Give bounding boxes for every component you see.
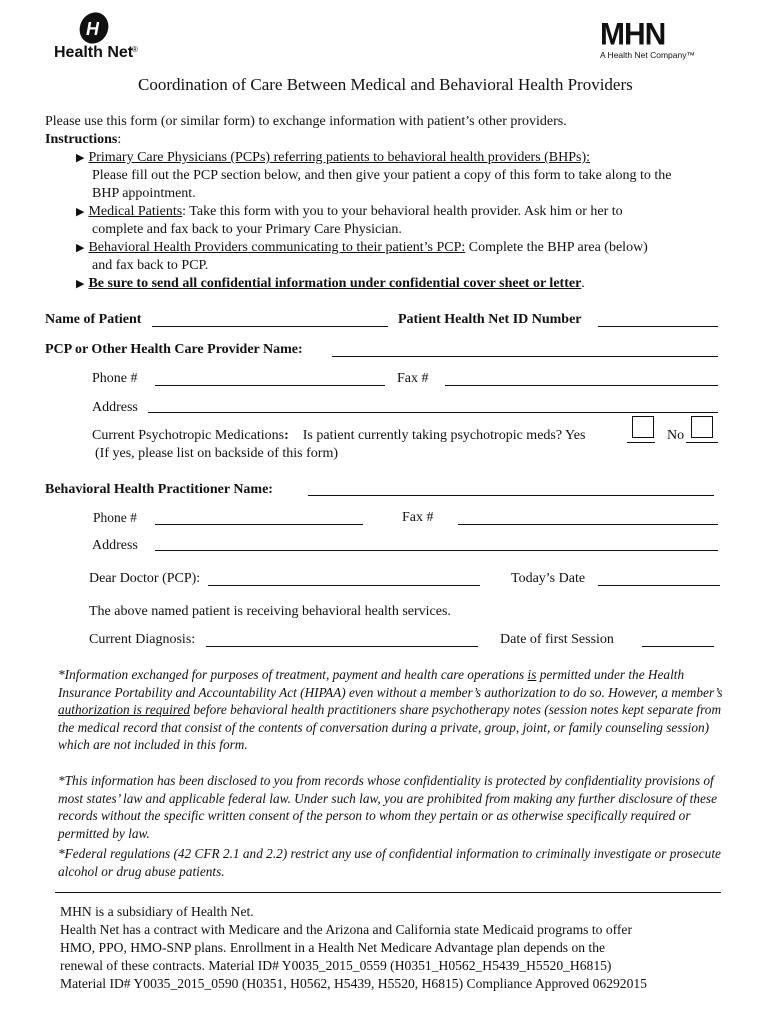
bhp-phone-label: Phone # — [93, 510, 137, 525]
hipaa-part2: permitted under the Health Insurance Portability and Accountability Act (HIPAA) even without a member’s authorization to do so. However, a member’s — [58, 667, 723, 700]
first-session-field[interactable] — [642, 646, 714, 647]
dear-doctor-field[interactable] — [208, 585, 480, 586]
pcp-name-field[interactable] — [332, 356, 718, 357]
healthnet-logo-mark — [74, 10, 114, 46]
pcp-fax-label: Fax # — [397, 371, 429, 386]
pcp-heading-text: Primary Care Physicians (PCPs) referring patients to behavioral health providers (BHPs): — [88, 150, 591, 165]
hipaa-note — [58, 666, 730, 754]
meds-yes-underline — [627, 442, 655, 443]
medical-heading-text: Medical Patients — [88, 204, 183, 219]
instruction-pcp-line2: BHP appointment. — [92, 186, 196, 201]
todays-date-label: Today’s Date — [511, 571, 586, 586]
instruction-medical-line2: complete and fax back to your Primary Care Physician. — [92, 222, 402, 237]
pcp-meds-row — [92, 428, 585, 444]
healthnet-logo — [52, 10, 152, 66]
first-session-label: Date of first Session — [500, 632, 614, 647]
instruction-pcp-line1: Please fill out the PCP section below, and then give your patient a copy of this form to take along to the — [92, 168, 672, 183]
pcp-phone-field[interactable] — [155, 385, 385, 386]
footer-line1: MHN is a subsidiary of Health Net. — [60, 904, 254, 919]
meds-yes-checkbox[interactable] — [632, 416, 654, 438]
arrow-icon: ▶ — [76, 242, 85, 254]
diagnosis-field[interactable] — [206, 646, 478, 647]
instruction-confidential — [76, 276, 585, 292]
healthnet-logo-reg: ® — [132, 45, 138, 54]
confidential-end: . — [581, 276, 585, 291]
todays-date-field[interactable] — [598, 585, 720, 586]
footer-line4: renewal of these contracts. Material ID# Y0035_2015_0559 (H0351_H0562_H5439_H5520_H6815) — [60, 958, 612, 973]
mhn-logo — [600, 18, 700, 64]
meds-no-label: No — [667, 428, 685, 443]
pcp-name-label: PCP or Other Health Care Provider Name: — [45, 342, 303, 357]
patient-id-field[interactable] — [598, 326, 718, 327]
hipaa-part1: *Information exchanged for purposes of treatment, payment and health care operations — [58, 667, 528, 682]
pcp-fax-field[interactable] — [445, 385, 718, 386]
footer-line5: Material ID# Y0035_2015_0590 (H0351, H0562, H5439, H5520, H6815) Compliance Approved 06292015 — [60, 976, 647, 991]
dear-doctor-label: Dear Doctor (PCP): — [89, 571, 201, 586]
pcp-address-label: Address — [92, 400, 138, 415]
confidential-text: Be sure to send all confidential information under confidential cover sheet or letter — [88, 276, 582, 291]
instruction-bhp — [76, 240, 648, 256]
patient-id-label: Patient Health Net ID Number — [398, 312, 582, 327]
instructions-label: Instructions — [45, 132, 118, 147]
instructions-heading — [45, 132, 121, 148]
meds-no-underline — [686, 442, 718, 443]
bhp-line1-text: Complete the BHP area (below) — [465, 240, 648, 255]
bhp-name-field[interactable] — [308, 495, 714, 496]
bhp-phone-field[interactable] — [155, 524, 363, 525]
mhn-logo-text: MHN — [600, 17, 666, 52]
footer-divider — [55, 892, 721, 893]
instructions-colon: : — [117, 132, 122, 147]
footer-line3: HMO, PPO, HMO-SNP plans. Enrollment in a Health Net Medicare Advantage plan depends on the — [60, 940, 606, 955]
federal-note: *Federal regulations (42 CFR 2.1 and 2.2) restrict any use of confidential information to criminally investigate or prosecute alcohol or drug abuse patients. — [58, 846, 721, 879]
diagnosis-label: Current Diagnosis: — [89, 632, 196, 647]
patient-name-label: Name of Patient — [45, 312, 142, 327]
bhp-address-label: Address — [92, 538, 138, 553]
instruction-pcp-heading — [76, 150, 590, 166]
arrow-icon: ▶ — [76, 278, 85, 290]
pcp-phone-label: Phone # — [92, 371, 138, 386]
svg-text:H: H — [86, 19, 99, 39]
bhp-fax-label: Fax # — [402, 510, 434, 525]
page-title: Coordination of Care Between Medical and Behavioral Health Providers — [138, 75, 633, 94]
patient-name-field[interactable] — [152, 326, 388, 327]
intro-text: Please use this form (or similar form) to exchange information with patient’s other providers. — [45, 114, 567, 129]
medical-line1-text: : Take this form with you to your behavioral health provider. Ask him or her to — [182, 204, 623, 219]
instruction-medical — [76, 204, 623, 220]
meds-no-checkbox[interactable] — [691, 416, 713, 438]
instruction-bhp-line2: and fax back to PCP. — [92, 258, 209, 273]
hipaa-is: is — [527, 667, 537, 682]
mhn-logo-subtitle: A Health Net Company™ — [600, 50, 695, 60]
bhp-fax-field[interactable] — [458, 524, 718, 525]
arrow-icon: ▶ — [76, 152, 85, 164]
hipaa-authorization: authorization is required — [58, 702, 190, 718]
meds-colon: : — [284, 428, 289, 443]
bhp-address-field[interactable] — [155, 550, 718, 551]
footer-line2: Health Net has a contract with Medicare and the Arizona and California state Medicaid programs to offer — [60, 922, 632, 937]
meds-note: (If yes, please list on backside of this form) — [95, 446, 338, 461]
meds-label: Current Psychotropic Medications — [92, 428, 285, 443]
pcp-address-field[interactable] — [148, 412, 718, 413]
bhp-name-label: Behavioral Health Practitioner Name: — [45, 482, 273, 497]
meds-question: Is patient currently taking psychotropic meds? Yes — [302, 428, 586, 443]
hipaa-part3: before behavioral health practitioners share psychotherapy notes (session notes kept separate from the medical record that consist of the contents of conversation during a private, group, joint, or family counseling session) which are not included in this form. — [58, 702, 722, 753]
bhp-heading-text: Behavioral Health Providers communicating to their patient’s PCP: — [88, 240, 466, 255]
arrow-icon: ▶ — [76, 206, 85, 218]
bhp-statement: The above named patient is receiving behavioral health services. — [89, 604, 451, 619]
healthnet-logo-text: Health Net — [54, 44, 134, 61]
disclosure-note: *This information has been disclosed to you from records whose confidentiality is protected by confidentiality provisions of most states’ law and applicable federal law. Under such law, you are prohibited from making any further disclosure of these records without the specific written consent of the person to whom they pertain or as otherwise specifically required or permitted by law. — [58, 773, 717, 841]
